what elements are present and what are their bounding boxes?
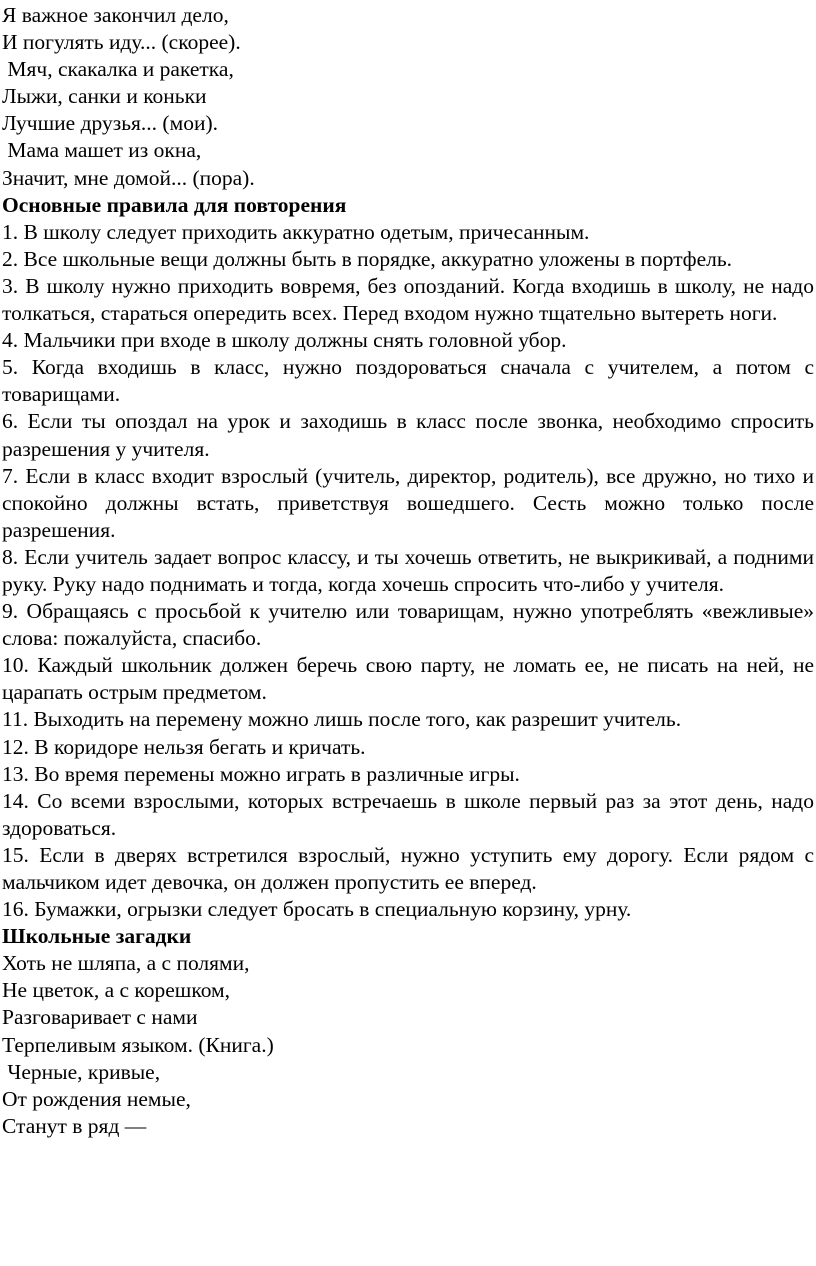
- poem-line: Лучшие друзья... (мои).: [2, 111, 218, 136]
- riddle-line: Терпеливым языком. (Книга.): [2, 1032, 274, 1057]
- rule-item: 15. Если в дверях встретился взрослый, нужно уступить ему дорогу. Если рядом с мальчиком идет девочка, он должен пропустить ее вперед.: [2, 842, 814, 894]
- rule-item: 14. Со всеми взрослыми, которых встречаешь в школе первый раз за этот день, надо здороваться.: [2, 788, 814, 840]
- rules-list: [2, 219, 814, 923]
- rule-item: 9. Обращаясь с просьбой к учителю или товарищам, нужно употреблять «вежливые» слова: пожалуйста, спасибо.: [2, 599, 814, 651]
- poem-line: Я важное закончил дело,: [2, 3, 229, 27]
- rule-item: 6. Если ты опоздал на урок и заходишь в класс после звонка, необходимо спросить разрешения у учителя.: [2, 409, 814, 461]
- riddle-line: Станут в ряд —: [2, 1113, 147, 1138]
- rule-item: 10. Каждый школьник должен беречь свою парту, не ломать ее, не писать на ней, не царапать острым предметом.: [2, 653, 814, 705]
- rule-item: 3. В школу нужно приходить вовремя, без опозданий. Когда входишь в школу, не надо толкаться, стараться опередить всех. Перед входом нужно тщательно вытереть ноги.: [2, 273, 814, 326]
- riddle-line: Разговаривает с нами: [2, 1005, 198, 1030]
- rule-item: 12. В коридоре нельзя бегать и кричать.: [2, 734, 366, 759]
- poem-section: [2, 2, 814, 192]
- rule-item: 2. Все школьные вещи должны быть в порядке, аккуратно уложены в портфель.: [2, 246, 733, 271]
- rule-item: 7. Если в класс входит взрослый (учитель, директор, родитель), все дружно, но тихо и спокойно должны встать, приветствуя вошедшего. Сесть можно только после разрешения.: [2, 463, 814, 542]
- poem-line: Мяч, скакалка и ракетка,: [2, 57, 234, 82]
- poem-line: Лыжи, санки и коньки: [2, 84, 207, 109]
- poem-line: Мама машет из окна,: [2, 138, 202, 163]
- riddle-line: Не цветок, а с корешком,: [2, 978, 231, 1003]
- poem-line: И погулять иду... (скорее).: [2, 30, 241, 55]
- rule-item: 16. Бумажки, огрызки следует бросать в специальную корзину, урну.: [2, 897, 632, 922]
- riddles-heading: Школьные загадки: [2, 924, 192, 949]
- riddle-line: Черные, кривые,: [2, 1059, 161, 1084]
- riddle-line: От рождения немые,: [2, 1086, 191, 1111]
- rule-item: 4. Мальчики при входе в школу должны снять головной убор.: [2, 328, 567, 353]
- poem-line: Значит, мне домой... (пора).: [2, 165, 255, 190]
- rule-item: 13. Во время перемены можно играть в различные игры.: [2, 761, 520, 786]
- rule-item: 11. Выходить на перемену можно лишь после того, как разрешит учитель.: [2, 707, 682, 732]
- riddle-line: Хоть не шляпа, а с полями,: [2, 951, 250, 976]
- rule-item: 1. В школу следует приходить аккуратно одетым, причесанным.: [2, 219, 590, 244]
- rule-item: 8. Если учитель задает вопрос классу, и ты хочешь ответить, не выкрикивай, а подними руку. Руку надо поднимать и тогда, когда хочешь спросить что-либо у учителя.: [2, 544, 814, 596]
- rules-heading: Основные правила для повторения: [2, 192, 347, 217]
- riddles-section: [2, 950, 814, 1140]
- rule-item: 5. Когда входишь в класс, нужно поздороваться сначала с учителем, а потом с товарищами.: [2, 355, 814, 407]
